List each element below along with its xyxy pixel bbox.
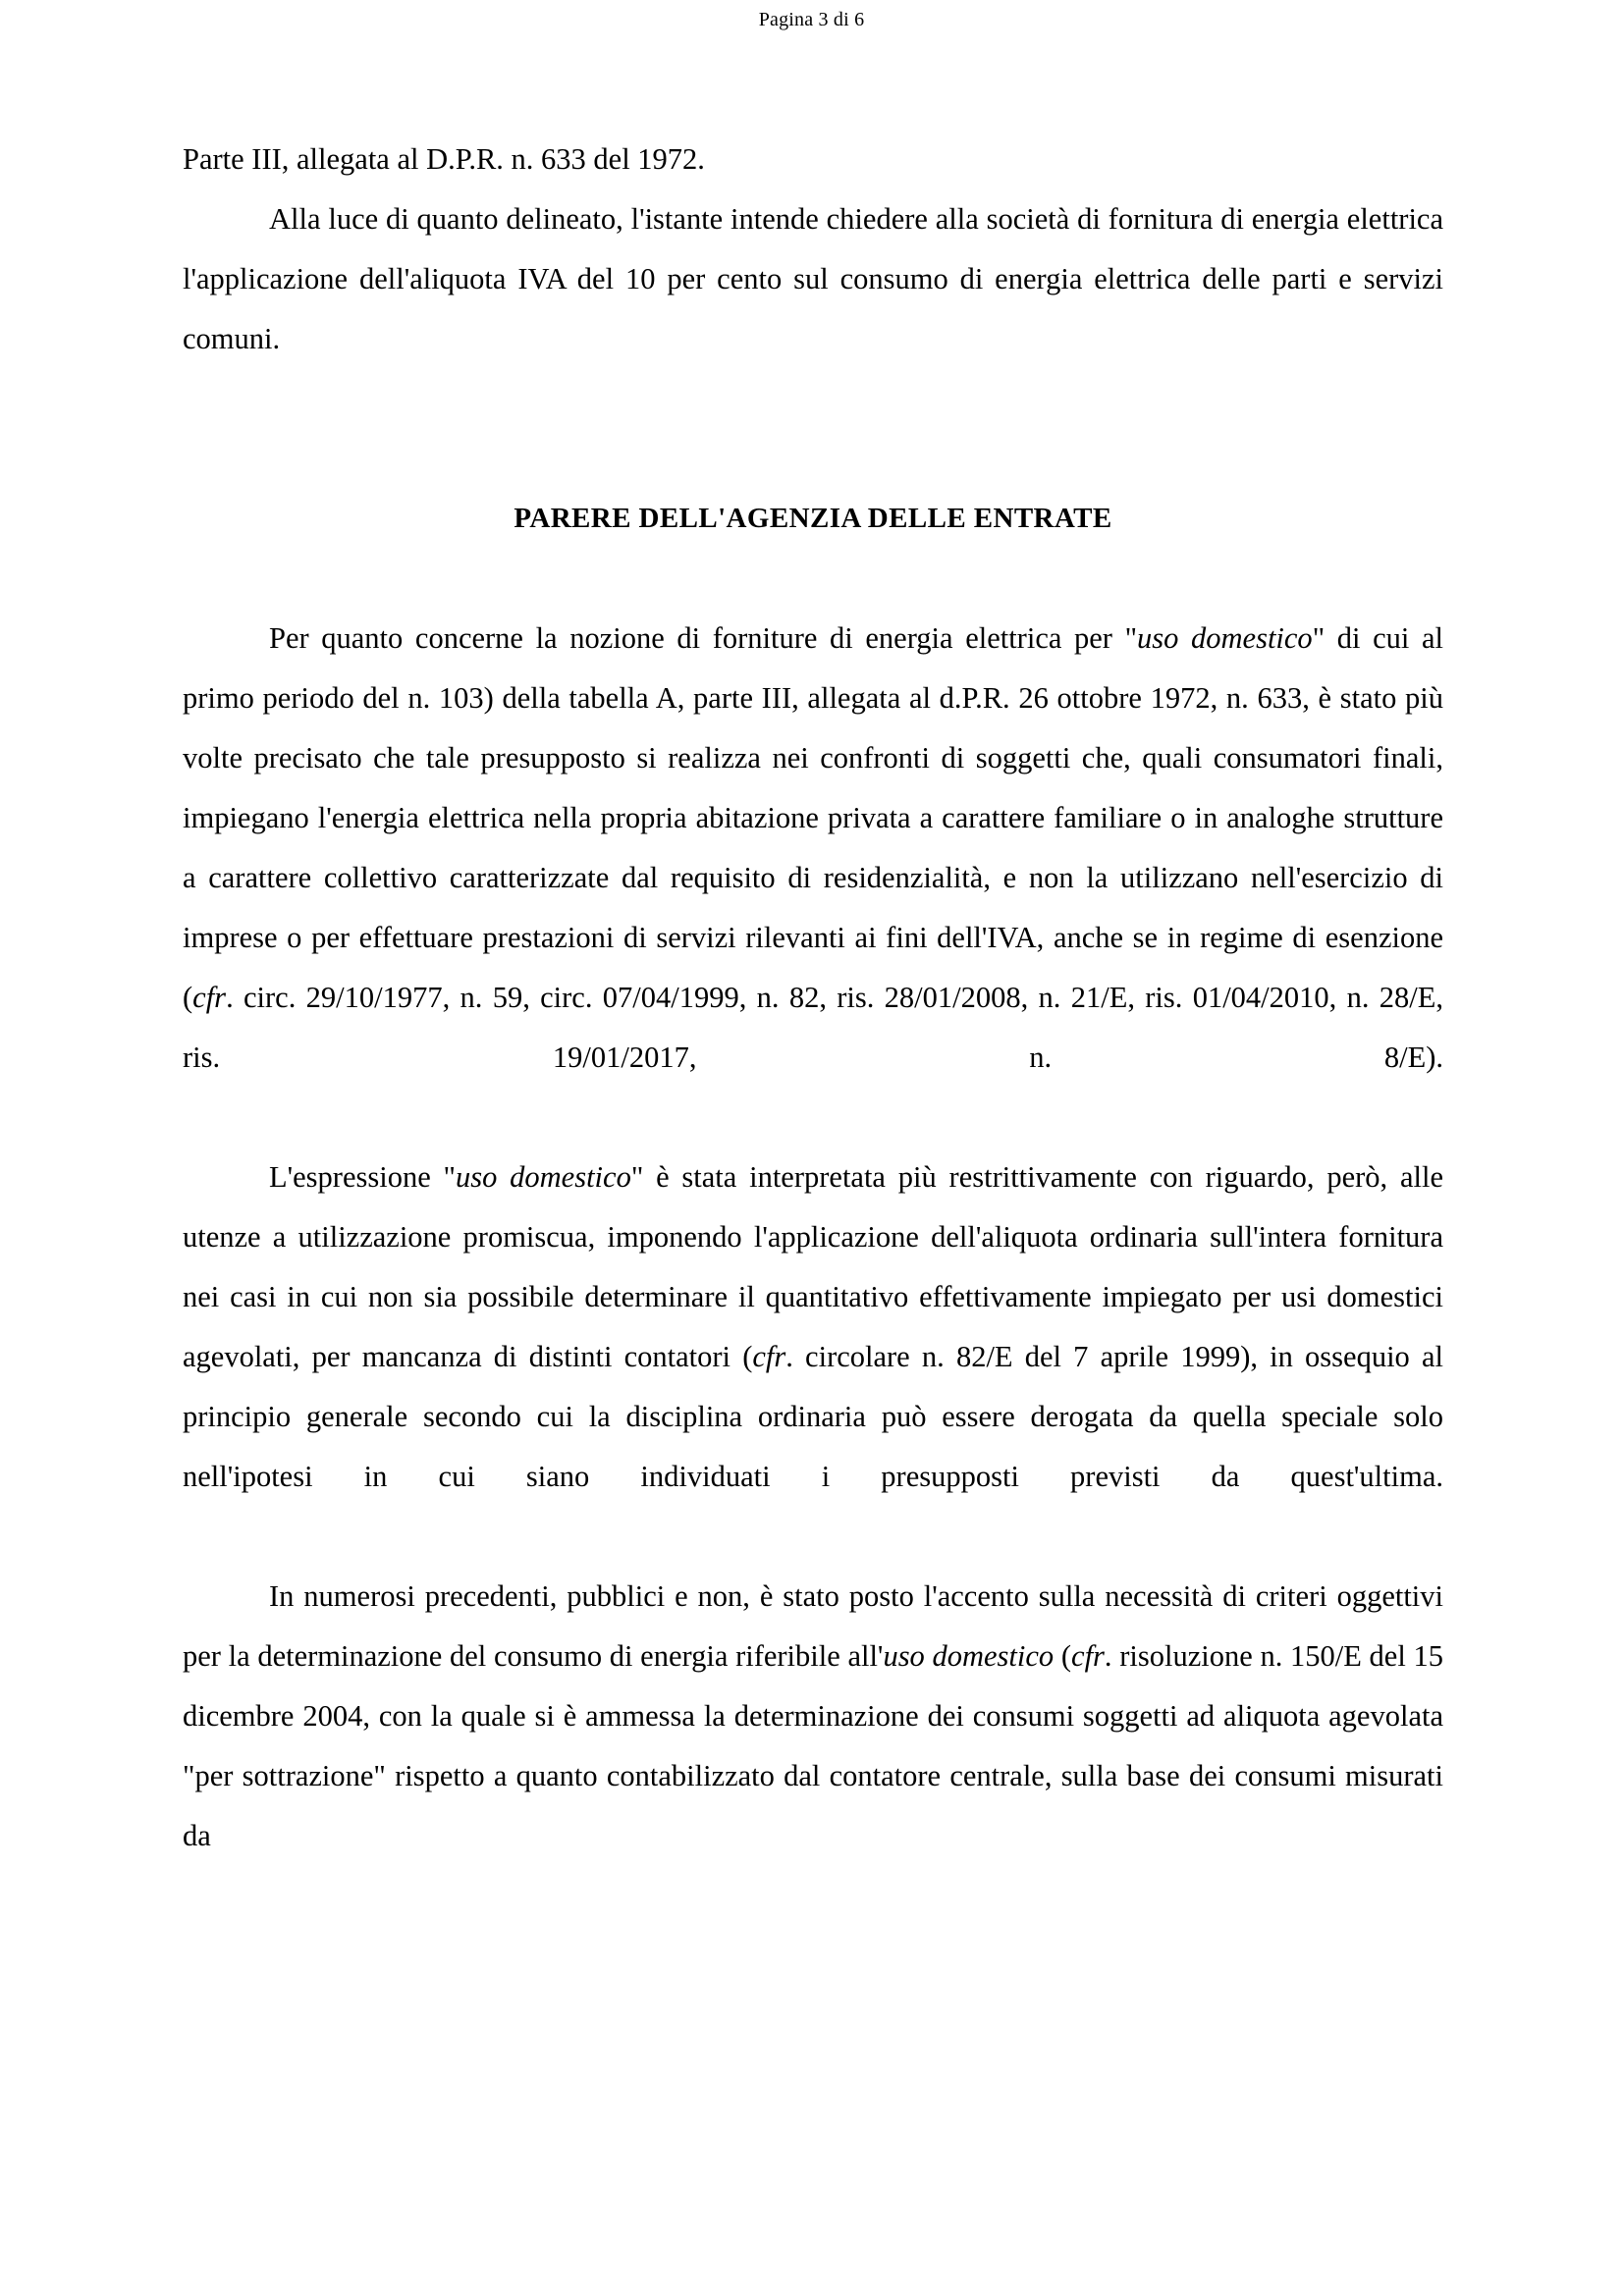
- text-segment: " di cui al primo periodo del n. 103) della tabella A, parte III, allegata al d.P.R. 26 ottobre 1972, n. 633, è stato più volte precisato che tale presupposto si realizza nei confronti di soggetti che, quali consumatori finali, impiegano l'energia elettrica nella propria abitazione privata a carattere familiare o in analoghe strutture a carattere collettivo caratterizzate dal requisito di residenzialità, e non la utilizzano nell'esercizio di imprese o per effettuare prestazioni di servizi rilevanti ai fini dell'IVA, anche se in regime di esenzione (: [183, 621, 1443, 1014]
- document-body: [183, 130, 1443, 1926]
- paragraph-in-numerosi-precedenti: [183, 1567, 1443, 1926]
- emphasis-cfr: cfr: [192, 981, 227, 1014]
- text-segment: . risoluzione n. 150/E del 15 dicembre 2004, con la quale si è ammessa la determinazione dei consumi soggetti ad aliquota agevolata "per sottrazione" rispetto a quanto contabilizzato dal contatore centrale, sulla base dei consumi misurati da: [183, 1639, 1443, 1852]
- text-segment: (: [1054, 1639, 1072, 1673]
- page-header: Pagina 3 di 6: [758, 9, 865, 30]
- spacer: [183, 429, 1443, 489]
- section-heading-parere: PARERE DELL'AGENZIA DELLE ENTRATE: [514, 503, 1112, 534]
- text-segment: Per quanto concerne la nozione di forniture di energia elettrica per ": [269, 621, 1138, 655]
- spacer: [183, 549, 1443, 609]
- emphasis-uso-domestico: uso domestico: [455, 1160, 631, 1194]
- emphasis-uso-domestico: uso domestico: [883, 1639, 1055, 1673]
- emphasis-cfr: cfr: [1071, 1639, 1105, 1673]
- paragraph-per-quanto: [183, 609, 1443, 1148]
- text-segment: " è stata interpretata più restrittivamente con riguardo, però, alle utenze a utilizzazione promiscua, imponendo l'applicazione dell'aliquota ordinaria sull'intera fornitura nei casi in cui non sia possibile determinare il quantitativo effettivamente impiegato per usi domestici agevolati, per mancanza di distinti contatori (: [183, 1160, 1443, 1373]
- paragraph-alla-luce: Alla luce di quanto delineato, l'istante intende chiedere alla società di fornitura di energia elettrica l'applicazione dell'aliquota IVA del 10 per cento sul consumo di energia elettrica delle parti e servizi comuni.: [183, 202, 1443, 355]
- text-segment: . circ. 29/10/1977, n. 59, circ. 07/04/1999, n. 82, ris. 28/01/2008, n. 21/E, ris. 01/04/2010, n. 28/E, ris. 19/01/2017, n. 8/E).: [183, 981, 1443, 1074]
- text-segment: In numerosi precedenti, pubblici e non, è stato posto l'accento sulla necessità di criteri oggettivi per la determinazione del consumo di energia riferibile all': [183, 1579, 1443, 1673]
- paragraph-lespressione: [183, 1148, 1443, 1567]
- emphasis-cfr: cfr: [752, 1340, 786, 1373]
- text-segment: L'espressione ": [269, 1160, 456, 1194]
- text-segment: . circolare n. 82/E del 7 aprile 1999), in ossequio al principio generale secondo cui la disciplina ordinaria può essere derogata da quella speciale solo nell'ipotesi in cui siano individuati i presupposti previsti da quest'ultima.: [183, 1340, 1443, 1493]
- paragraph-parte-iii: Parte III, allegata al D.P.R. n. 633 del 1972.: [183, 142, 705, 176]
- emphasis-uso-domestico: uso domestico: [1137, 621, 1313, 655]
